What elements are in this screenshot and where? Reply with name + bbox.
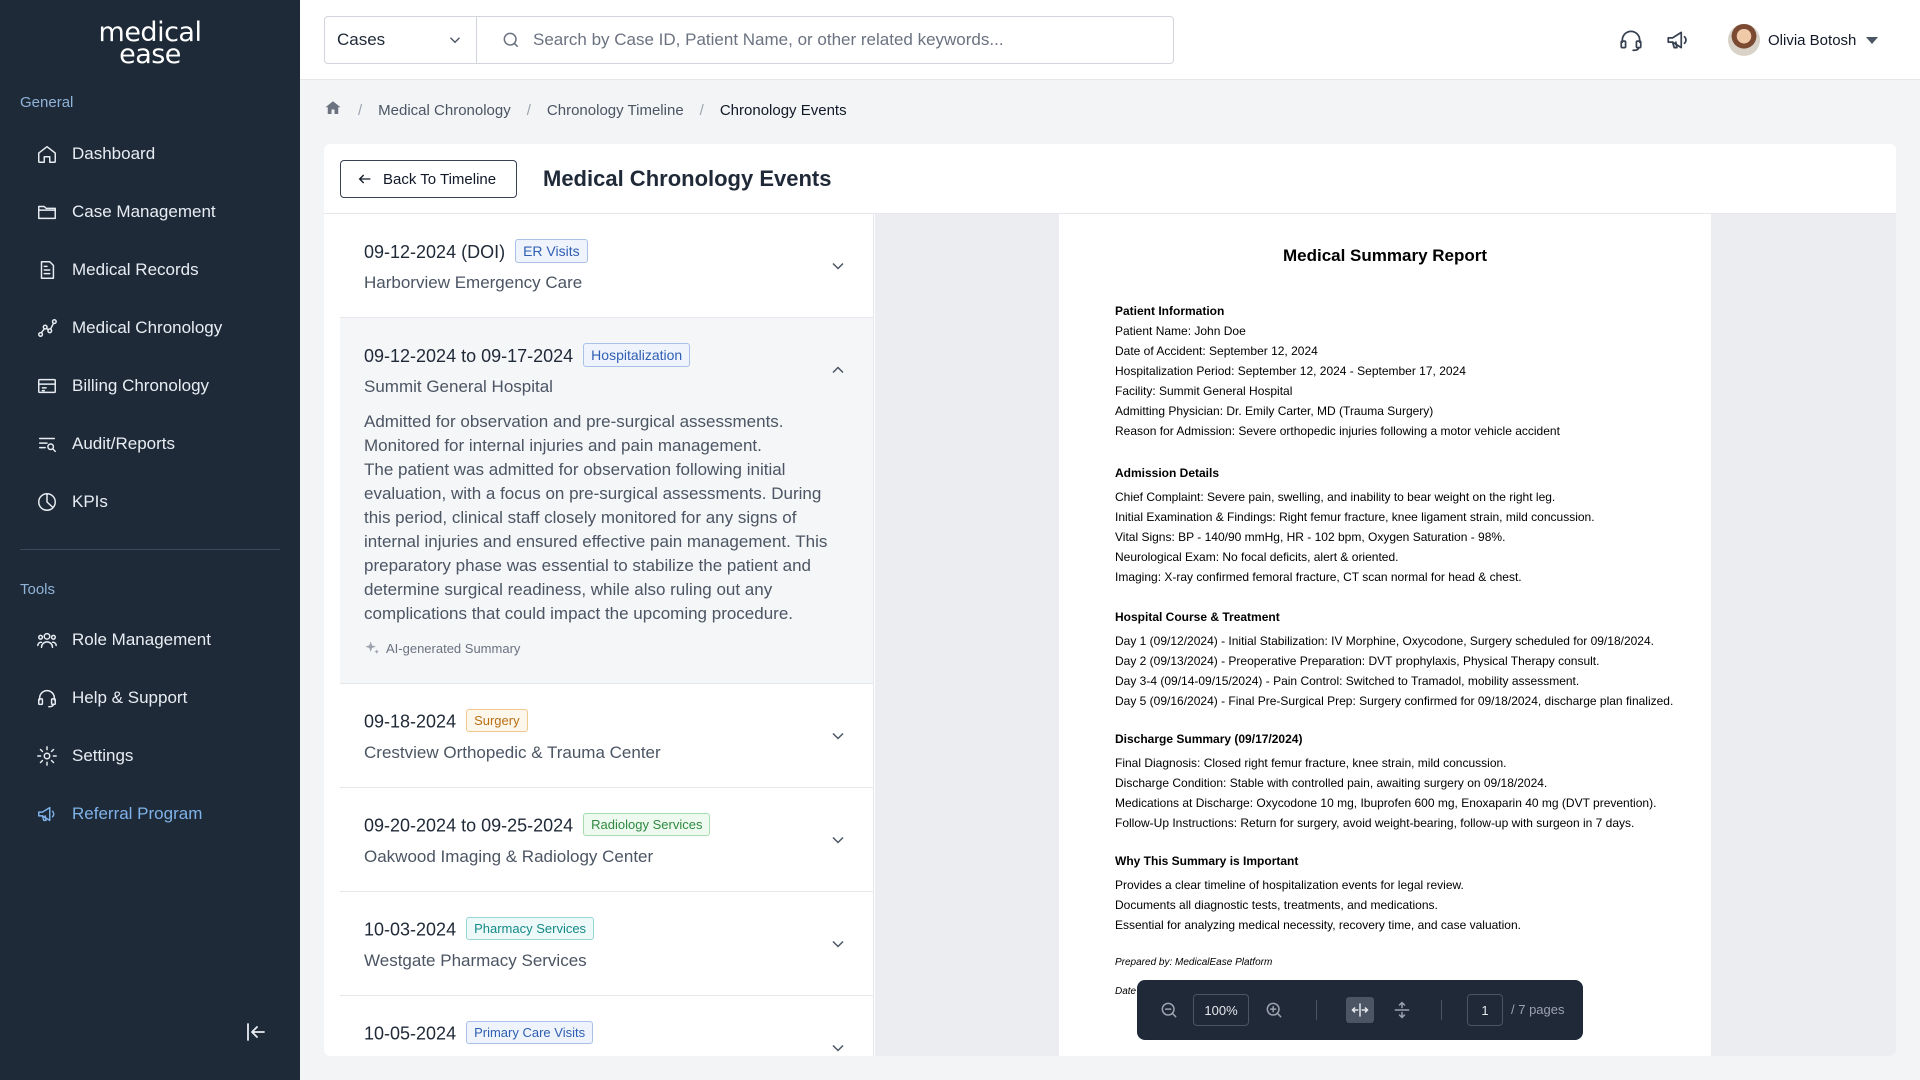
- section-label-tools: Tools: [20, 581, 56, 598]
- expand-event-button[interactable]: [828, 830, 848, 850]
- event-date: 09-12-2024 to 09-17-2024: [364, 345, 574, 366]
- search-icon: [501, 30, 521, 50]
- sidebar-item-referral-program[interactable]: [36, 799, 202, 829]
- fit-width-icon: [1350, 1000, 1370, 1020]
- billing-icon: [36, 375, 58, 397]
- gear-icon: [36, 745, 58, 767]
- event-facility: Crestview Orthopedic & Trauma Center: [364, 743, 661, 762]
- fit-height-icon: [1392, 1000, 1412, 1020]
- support-button[interactable]: [1618, 27, 1644, 53]
- chevron-up-icon: [828, 360, 848, 380]
- event-date-row: [364, 919, 594, 942]
- sidebar-item-label: Medical Records: [72, 260, 199, 279]
- sparkle-icon: [364, 640, 380, 656]
- document-viewer: [875, 214, 1896, 1056]
- collapse-sidebar-button[interactable]: [244, 1020, 268, 1044]
- doc-section-heading: Hospital Course & Treatment: [1115, 610, 1280, 624]
- doc-line: Follow-Up Instructions: Return for surgery, avoid weight-bearing, follow-up with surgeon in 7 days.: [1115, 816, 1635, 830]
- main-card: [324, 144, 1896, 1056]
- back-to-timeline-button[interactable]: [340, 160, 517, 198]
- announcements-button[interactable]: [1665, 27, 1691, 53]
- sidebar-item-medical-chronology[interactable]: [36, 313, 222, 343]
- audit-icon: [36, 433, 58, 455]
- pdf-toolbar: [1137, 980, 1583, 1040]
- global-search: [324, 16, 1174, 64]
- doc-date-label: Date: [1115, 986, 1137, 997]
- page-number-input[interactable]: [1467, 994, 1503, 1026]
- document-title: Medical Summary Report: [1282, 246, 1488, 265]
- home-icon: [36, 143, 58, 165]
- headset-icon: [36, 687, 58, 709]
- doc-line: Documents all diagnostic tests, treatments, and medications.: [1115, 898, 1438, 912]
- events-list: [324, 214, 874, 1056]
- chronology-icon: [36, 317, 58, 339]
- avatar: [1728, 24, 1760, 56]
- zoom-level-input[interactable]: [1193, 994, 1249, 1026]
- event-date-row: [364, 815, 710, 838]
- zoom-out-button[interactable]: [1159, 1000, 1179, 1020]
- event-badge: Hospitalization: [583, 343, 690, 367]
- doc-line: Reason for Admission: Severe orthopedic injuries following a motor vehicle accident: [1115, 424, 1560, 438]
- document-page: [1059, 214, 1711, 1056]
- doc-line: Day 1 (09/12/2024) - Initial Stabilization: IV Morphine, Oxycodone, Surgery scheduled for 09/18/2024.: [1115, 634, 1654, 648]
- zoom-in-icon: [1264, 1000, 1284, 1020]
- event-date-row: [364, 241, 588, 265]
- top-bar: [300, 0, 1920, 80]
- search-field: [477, 17, 1173, 63]
- chevron-down-icon: [828, 830, 848, 850]
- doc-line: Day 2 (09/13/2024) - Preoperative Preparation: DVT prophylaxis, Physical Therapy consult.: [1115, 654, 1600, 668]
- sidebar-item-role-management[interactable]: [36, 625, 211, 655]
- doc-line: Provides a clear timeline of hospitalization events for legal review.: [1115, 878, 1464, 892]
- event-item[interactable]: [340, 684, 874, 788]
- breadcrumb-medical-chronology[interactable]: Medical Chronology: [378, 101, 511, 119]
- section-label-general: General: [20, 94, 74, 111]
- headset-icon: [1618, 27, 1644, 53]
- ai-summary-tag: [364, 640, 520, 656]
- users-icon: [36, 629, 58, 651]
- page-total: / 7 pages: [1511, 1002, 1565, 1017]
- breadcrumb-separator: /: [526, 101, 531, 119]
- expand-event-button[interactable]: [828, 1038, 848, 1056]
- sidebar-item-case-management[interactable]: [36, 197, 216, 227]
- sidebar-item-label: Dashboard: [72, 144, 156, 163]
- event-date: 09-12-2024 (DOI): [364, 241, 506, 262]
- back-button-label: Back To Timeline: [383, 170, 497, 188]
- event-badge: ER Visits: [515, 239, 588, 263]
- caret-down-icon: [1866, 37, 1878, 44]
- zoom-out-icon: [1159, 1000, 1179, 1020]
- breadcrumb-separator: /: [699, 101, 704, 119]
- doc-line: Facility: Summit General Hospital: [1115, 384, 1293, 398]
- page-title: Medical Chronology Events: [543, 166, 832, 191]
- sidebar-item-label: Referral Program: [72, 804, 203, 823]
- event-item[interactable]: [340, 996, 874, 1056]
- doc-section-heading: Admission Details: [1115, 466, 1220, 480]
- pie-icon: [36, 491, 58, 513]
- chevron-down-icon: [828, 1038, 848, 1056]
- user-menu[interactable]: [1728, 24, 1878, 56]
- search-scope-value: Cases: [337, 30, 386, 49]
- sidebar-item-label: KPIs: [72, 492, 108, 511]
- doc-line: Chief Complaint: Severe pain, swelling, and inability to bear weight on the right leg.: [1115, 490, 1556, 504]
- zoom-in-button[interactable]: [1264, 1000, 1284, 1020]
- doc-line: Admitting Physician: Dr. Emily Carter, MD (Trauma Surgery): [1115, 404, 1434, 418]
- doc-line: Day 5 (09/16/2024) - Final Pre-Surgical Prep: Surgery confirmed for 09/18/2024, discharge plan finalized.: [1115, 694, 1674, 708]
- breadcrumb-chronology-timeline[interactable]: Chronology Timeline: [546, 101, 684, 119]
- arrow-left-icon: [357, 171, 373, 187]
- expand-event-button[interactable]: [828, 726, 848, 746]
- doc-line: Initial Examination & Findings: Right femur fracture, knee ligament strain, mild concussion.: [1115, 510, 1595, 524]
- fit-width-button[interactable]: [1346, 997, 1374, 1023]
- event-date: 09-18-2024: [364, 711, 457, 732]
- sidebar-divider: [20, 549, 280, 550]
- sidebar-item-label: Help & Support: [72, 688, 188, 707]
- doc-line: Medications at Discharge: Oxycodone 10 mg, Ibuprofen 600 mg, Enoxaparin 40 mg (DVT prevention).: [1115, 796, 1657, 810]
- doc-line: Final Diagnosis: Closed right femur fracture, knee strain, mild concussion.: [1115, 756, 1507, 770]
- doc-line: Date of Accident: September 12, 2024: [1115, 344, 1318, 358]
- sidebar-item-label: Billing Chronology: [72, 376, 210, 395]
- doc-line: Day 3-4 (09/14-09/15/2024) - Pain Control: Switched to Tramadol, mobility assessment.: [1115, 674, 1580, 688]
- event-item[interactable]: [340, 214, 874, 318]
- sidebar-item-audit-reports[interactable]: [36, 429, 175, 459]
- breadcrumb-separator: /: [358, 101, 363, 119]
- doc-section-heading: Why This Summary is Important: [1115, 854, 1299, 868]
- logo-line2: ease: [119, 39, 181, 70]
- doc-line: Hospitalization Period: September 12, 2024 - September 17, 2024: [1115, 364, 1466, 378]
- event-item[interactable]: [340, 788, 874, 892]
- fit-height-button[interactable]: [1392, 1000, 1412, 1020]
- event-date-row: [364, 345, 690, 369]
- sidebar-item-label: Role Management: [72, 630, 211, 649]
- sidebar-item-dashboard[interactable]: [36, 139, 155, 169]
- sidebar: [0, 0, 300, 1080]
- home-icon: [324, 99, 342, 117]
- event-date-row: [364, 711, 528, 734]
- doc-line: Essential for analyzing medical necessity, recovery time, and case valuation.: [1115, 918, 1521, 932]
- doc-prepared-by: Prepared by: MedicalEase Platform: [1115, 957, 1273, 968]
- doc-line: Discharge Condition: Stable with controlled pain, awaiting surgery on 09/18/2024.: [1115, 776, 1548, 790]
- event-badge: Surgery: [466, 709, 528, 732]
- ai-summary-label: AI-generated Summary: [386, 640, 521, 656]
- event-badge: Pharmacy Services: [466, 917, 594, 940]
- event-date: 09-20-2024 to 09-25-2024: [364, 815, 574, 836]
- event-badge: Radiology Services: [583, 813, 710, 836]
- search-scope-select[interactable]: [325, 17, 477, 63]
- logo-line1: medical: [98, 17, 202, 48]
- doc-line: Imaging: X-ray confirmed femoral fracture, CT scan normal for head & chest.: [1115, 570, 1522, 584]
- sidebar-item-settings[interactable]: [36, 741, 133, 771]
- user-name: Olivia Botosh: [1768, 31, 1857, 49]
- sidebar-item-label: Settings: [72, 746, 134, 765]
- event-date: 10-03-2024: [364, 919, 457, 940]
- event-facility: Westgate Pharmacy Services: [364, 951, 587, 970]
- collapse-event-button[interactable]: [828, 360, 848, 380]
- event-facility: Summit General Hospital: [364, 377, 553, 396]
- breadcrumb-current: Chronology Events: [719, 101, 847, 119]
- event-item-expanded[interactable]: [340, 318, 874, 684]
- sidebar-item-billing-chronology[interactable]: [36, 371, 209, 401]
- toolbar-divider: [1316, 1000, 1317, 1020]
- sidebar-item-kpis[interactable]: [36, 487, 108, 517]
- event-badge: Primary Care Visits: [466, 1021, 593, 1044]
- sidebar-item-label: Audit/Reports: [72, 434, 175, 453]
- event-facility: Oakwood Imaging & Radiology Center: [364, 847, 654, 866]
- expand-event-button[interactable]: [828, 256, 848, 276]
- chevron-down-icon: [828, 934, 848, 954]
- event-date: 10-05-2024: [364, 1023, 457, 1044]
- megaphone-icon: [1665, 27, 1691, 53]
- event-summary: Admitted for observation and pre-surgical assessments. Monitored for internal injuries and pain management. The patient was admitted for observation following initial evaluation, with a focus on pre-surgical assessments. During this period, clinical staff closely monitored for any signs of internal injuries and ensured effective pain management. This preparatory phase was essential to stabilize the patient and determine surgical readiness, while also ruling out any complications that could impact the upcoming procedure.: [364, 412, 828, 623]
- toolbar-divider: [1441, 1000, 1442, 1020]
- event-facility: Harborview Emergency Care: [364, 273, 583, 292]
- sidebar-item-label: Medical Chronology: [72, 318, 223, 337]
- doc-section-heading: Discharge Summary (09/17/2024): [1115, 732, 1303, 746]
- expand-event-button[interactable]: [828, 934, 848, 954]
- breadcrumb: [324, 98, 847, 122]
- chevron-down-icon: [828, 726, 848, 746]
- card-header: [324, 144, 1896, 214]
- collapse-icon: [244, 1020, 268, 1044]
- breadcrumb-home[interactable]: [324, 99, 342, 121]
- sidebar-item-help-support[interactable]: [36, 683, 187, 713]
- doc-section-heading: Patient Information: [1115, 304, 1225, 318]
- megaphone-icon: [36, 803, 58, 825]
- event-date-row: [364, 1023, 593, 1046]
- document-icon: [36, 259, 58, 281]
- event-item[interactable]: [340, 892, 874, 996]
- sidebar-item-label: Case Management: [72, 202, 216, 221]
- chevron-down-icon: [828, 256, 848, 276]
- folder-icon: [36, 201, 58, 223]
- chevron-down-icon: [446, 31, 464, 49]
- logo: [0, 17, 300, 70]
- search-input[interactable]: [533, 30, 1173, 50]
- doc-line: Vital Signs: BP - 140/90 mmHg, HR - 102 bpm, Oxygen Saturation - 98%.: [1115, 530, 1506, 544]
- sidebar-item-medical-records[interactable]: [36, 255, 199, 285]
- doc-line: Patient Name: John Doe: [1115, 324, 1246, 338]
- doc-line: Neurological Exam: No focal deficits, alert & oriented.: [1115, 550, 1399, 564]
